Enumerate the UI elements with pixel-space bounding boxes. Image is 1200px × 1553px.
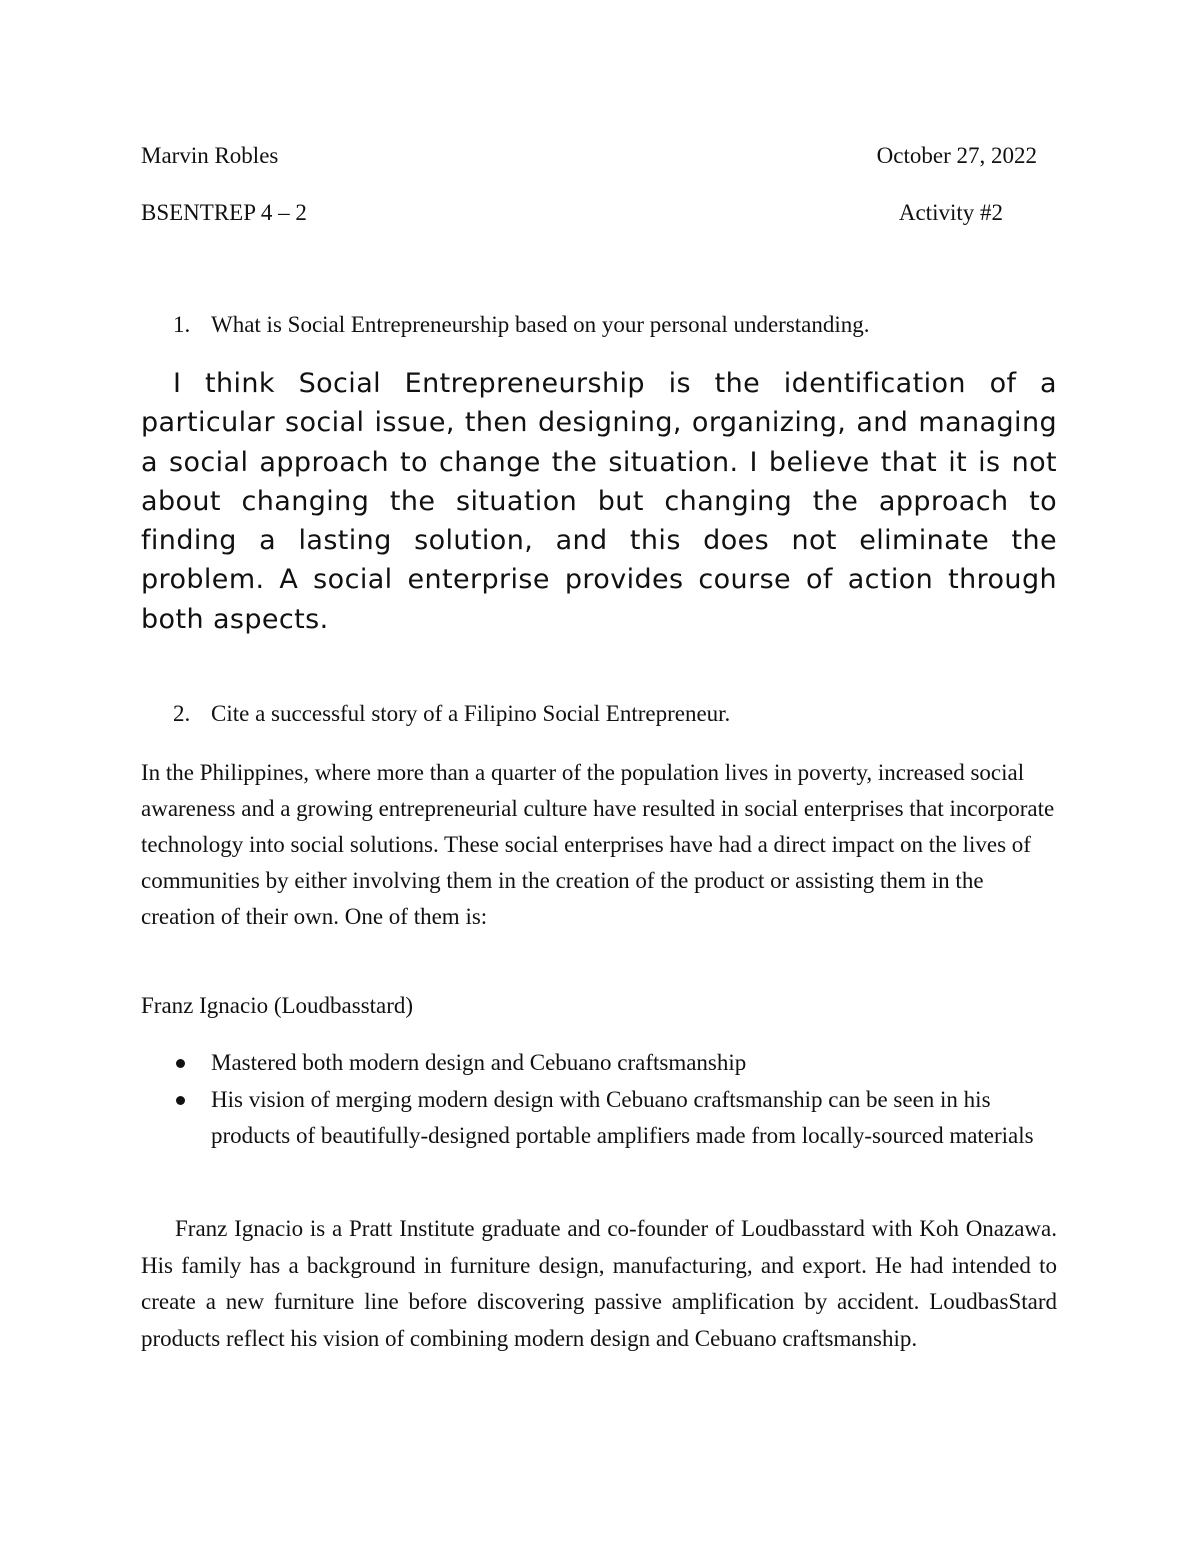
course-section: BSENTREP 4 – 2 xyxy=(141,200,307,225)
intro-paragraph: In the Philippines, where more than a quarter of the population lives in poverty, increased social awareness and a growing entrepreneurial culture have resulted in social enterprises that incorporate technology into social solutions. These social enterprises have had a direct impact on the lives of communities by either involving them in the creation of the product or assisting them in the creation of their own. One of them is: xyxy=(141,760,1055,929)
bullet-text: His vision of merging modern design with Cebuano craftsmanship can be seen in his products of beautifully-designed portable amplifiers made from locally-sourced materials xyxy=(211,1086,1034,1148)
answer-1-paragraph: I think Social Entrepreneurship is the identification of a particular social issue, then designing, organizing, and managing a social approach to change the situation. I believe that it is not about changing the situation but changing the approach to finding a lasting solution, and this does not eliminate the problem. A social enterprise provides course of action through both aspects. xyxy=(141,368,1057,635)
question-1-number: 1. xyxy=(173,312,191,337)
bullet-icon xyxy=(176,1059,185,1068)
question-1-text: What is Social Entrepreneurship based on your personal understanding. xyxy=(211,312,870,337)
question-1 xyxy=(173,312,870,338)
header-row-2 xyxy=(141,200,1003,226)
activity-label: Activity #2 xyxy=(898,200,1003,225)
bullet-text: Mastered both modern design and Cebuano craftsmanship xyxy=(211,1050,747,1075)
question-2-number: 2. xyxy=(173,701,191,726)
header-row-1 xyxy=(141,143,1037,169)
student-name: Marvin Robles xyxy=(141,143,279,168)
list-item xyxy=(141,1045,1061,1082)
closing-paragraph: Franz Ignacio is a Pratt Institute graduate and co-founder of Loudbasstard with Koh Onazawa. His family has a background in furniture design, manufacturing, and export. He had intended to create a new furniture line before discovering passive amplification by accident. LoudbasStard products reflect his vision of combining modern design and Cebuano craftsmanship. xyxy=(141,1216,1057,1351)
question-2-text: Cite a successful story of a Filipino Social Entrepreneur. xyxy=(211,701,731,726)
bullet-icon xyxy=(176,1096,185,1105)
document-date: October 27, 2022 xyxy=(876,143,1037,168)
question-2 xyxy=(173,701,730,727)
bullet-list xyxy=(141,1045,1061,1155)
entrepreneur-heading: Franz Ignacio (Loudbasstard) xyxy=(141,993,414,1018)
list-item xyxy=(141,1082,1061,1155)
